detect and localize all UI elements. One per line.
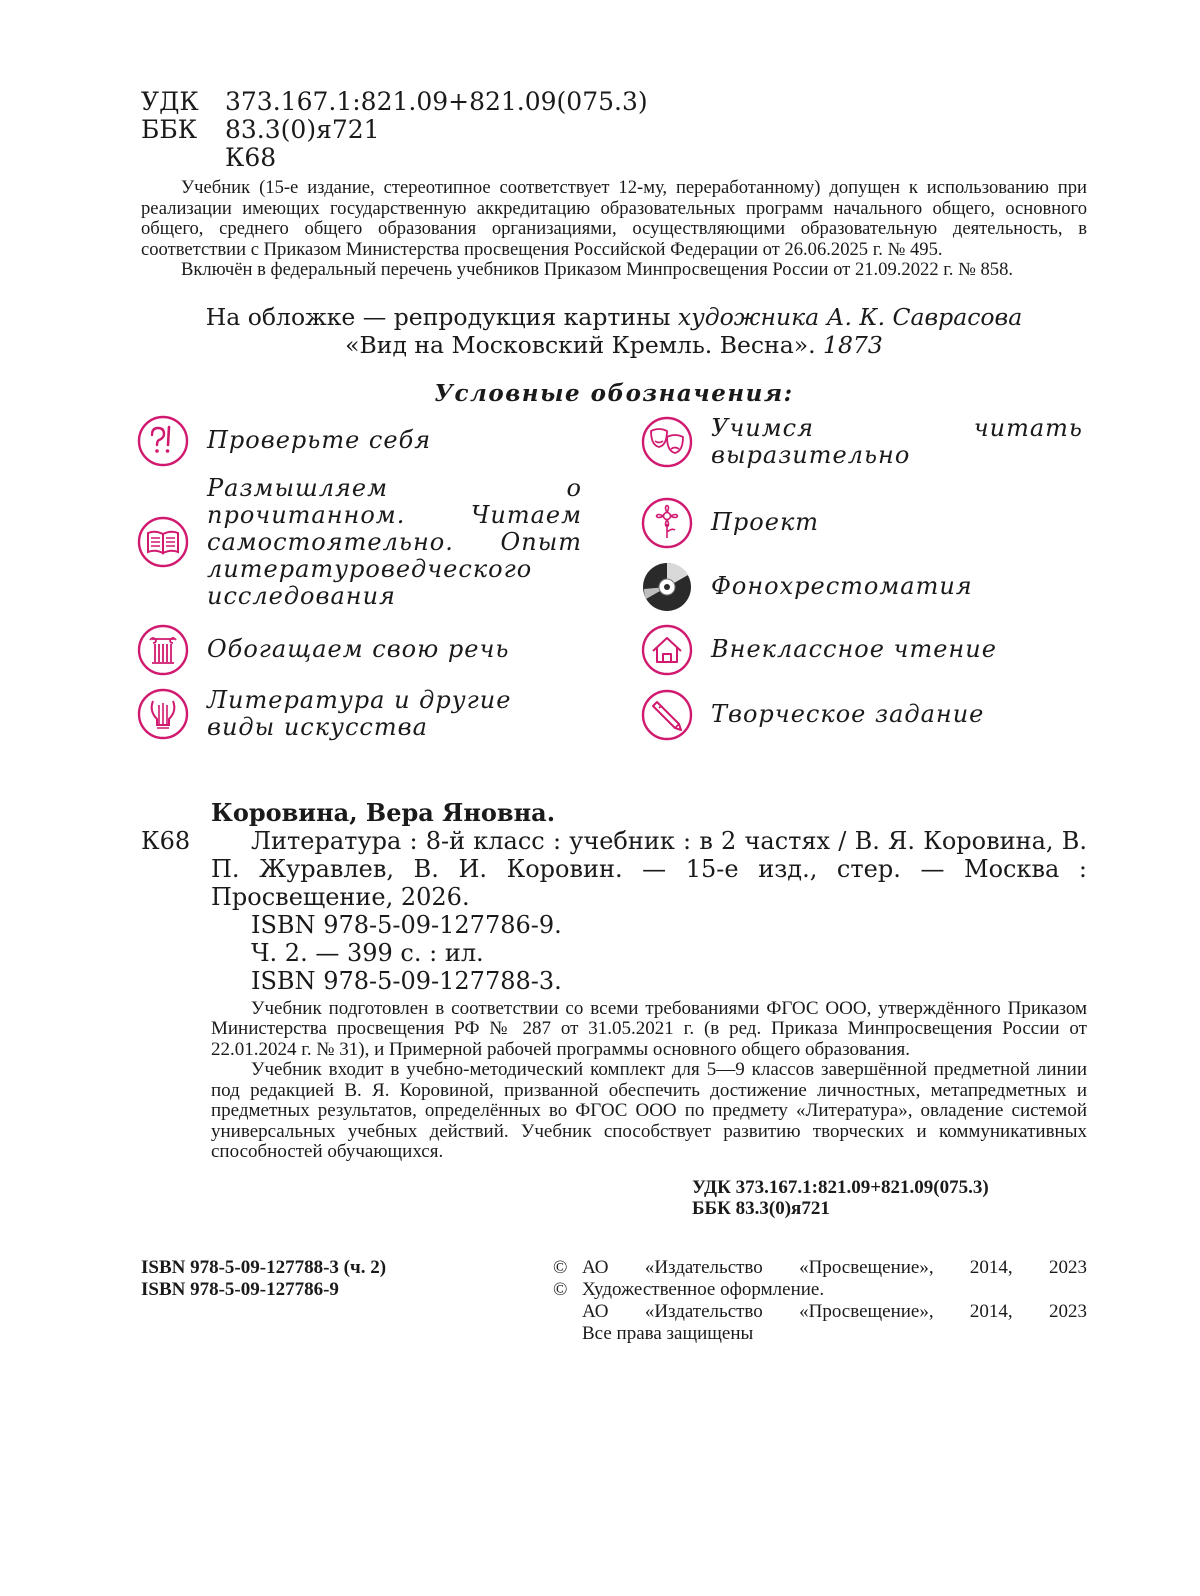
legend-title: Условные обозначения: — [434, 379, 794, 407]
imprint-page — [141, 88, 1087, 1345]
legend-label: Размышляем о прочитанном. Читаем самостоятельно. Опыт литературоведческого исследования — [207, 473, 582, 610]
isbn-set: ISBN 978-5-09-127786-9. — [251, 910, 562, 939]
author-code-mark: К68 — [141, 826, 191, 855]
legend-item-expressive — [641, 415, 1091, 469]
isbn-part-2: ISBN 978-5-09-127788-3 (ч. 2) — [141, 1256, 387, 1278]
copyright-sign: © — [553, 1278, 568, 1300]
legend-item-creative — [641, 689, 984, 741]
legend-item-speech — [137, 624, 509, 676]
author-name: Коровина, Вера Яновна. — [211, 797, 556, 827]
copyright-design-title: Художественное оформление. — [582, 1278, 825, 1300]
cover-painting: «Вид на Московский Кремль. Весна». — [345, 330, 824, 359]
legend-label: Проверьте себя — [207, 426, 432, 454]
author-code: К68 — [225, 143, 277, 172]
legend-item-audio — [641, 561, 973, 613]
bibliographic-record — [141, 799, 1087, 995]
udk-footer-bbk: ББК 83.3(0)я721 — [692, 1197, 830, 1219]
udk-footer-udk: УДК 373.167.1:821.09+821.09(075.3) — [692, 1176, 989, 1198]
open-book-icon — [137, 516, 189, 568]
annotation — [211, 999, 1087, 1163]
approval-text: Учебник (15-е издание, стереотипное соответствует 12-му, переработанному) допущен к использованию при реализации имеющих государственную аккредитацию образовательных программ начального общего, основного общего, среднего общего образования организациями, осуществляющими образовательную деятельность, в соответствии с Приказом Министерства просвещения Российской Федерации от 26.06.2025 г. № 495. — [141, 177, 1087, 260]
column-icon — [137, 624, 189, 676]
legend-label: Фонохрестоматия — [711, 572, 973, 600]
cover-year: 1873 — [823, 330, 883, 359]
lyre-icon — [137, 688, 189, 740]
isbn-part: ISBN 978-5-09-127788-3. — [251, 966, 562, 995]
book-description: Литература : 8-й класс : учебник : в 2 частях / В. Я. Коровина, В. П. Журавлев, В. И. Коровин. — 15-е изд., стер. — Москва : Просвещение, 2026. — [211, 826, 1087, 911]
legend-item-arts — [137, 687, 587, 741]
flower-icon — [641, 497, 693, 549]
legend-item-project — [641, 497, 819, 549]
legend-label: Литература и другие виды искусства — [207, 685, 512, 741]
annotation-umk: Учебник входит в учебно-методический комплект для 5—9 классов завершённой предметной линии под редакцией В. Я. Коровиной, призванной обеспечить достижение личностных, метапредметных и предметных результатов, определённых во ФГОС ООО по предмету «Литература», овладение системой универсальных учебных действий. Учебник способствует развитию творческих и коммуникативных способностей обучающихся. — [211, 1059, 1087, 1162]
bbk-value: 83.3(0)я721 — [225, 115, 380, 144]
legend — [141, 409, 1087, 769]
legend-label: Творческое задание — [711, 700, 985, 728]
udk-value: 373.167.1:821.09+821.09(075.3) — [225, 87, 648, 116]
cd-disc-icon — [641, 561, 693, 613]
theatre-masks-icon — [641, 416, 693, 468]
legend-label: Обогащаем свою речь — [207, 635, 510, 663]
house-icon — [641, 624, 693, 676]
part-pages: Ч. 2. — 399 с. : ил. — [251, 938, 484, 967]
question-exclamation-icon — [137, 415, 189, 467]
legend-item-reflect — [137, 475, 587, 610]
copyright-design: АО «Издательство «Просвещение», 2014, 2023 — [582, 1300, 1087, 1322]
footer — [141, 1257, 1087, 1345]
copyright-sign: © — [553, 1256, 568, 1278]
copyright-block — [553, 1257, 1087, 1345]
bbk-key: ББК — [141, 115, 198, 144]
legend-item-check — [137, 415, 431, 467]
udk-footer — [692, 1177, 1087, 1219]
udk-header — [141, 88, 1087, 172]
legend-label: Учимся читать выразительно — [711, 413, 1083, 469]
annotation-fgos: Учебник подготовлен в соответствии со всеми требованиями ФГОС ООО, утверждённого Приказом Министерства просвещения РФ № 287 от 31.05.2021 г. (в ред. Приказа Минпросвещения России от 22.01.2024 г. № 31), и Примерной рабочей программы основного общего образования. — [211, 997, 1087, 1060]
isbn-complete: ISBN 978-5-09-127786-9 — [141, 1278, 339, 1300]
rights-reserved: Все права защищены — [582, 1322, 754, 1344]
federal-list-text: Включён в федеральный перечень учебников Приказом Минпросвещения России от 21.09.2022 г. № 858. — [181, 259, 1014, 280]
copyright-publisher: АО «Издательство «Просвещение», 2014, 2023 — [582, 1256, 1087, 1278]
legend-label: Внеклассное чтение — [711, 635, 997, 663]
udk-key: УДК — [141, 87, 199, 116]
footer-isbns — [141, 1257, 553, 1345]
cover-line1: На обложке — репродукция картины — [205, 302, 678, 331]
legend-label: Проект — [711, 508, 820, 536]
legend-item-extracurricular — [641, 624, 997, 676]
cover-note — [141, 303, 1087, 359]
cover-artist: художника А. К. Саврасова — [677, 302, 1023, 331]
pencil-icon — [641, 689, 693, 741]
